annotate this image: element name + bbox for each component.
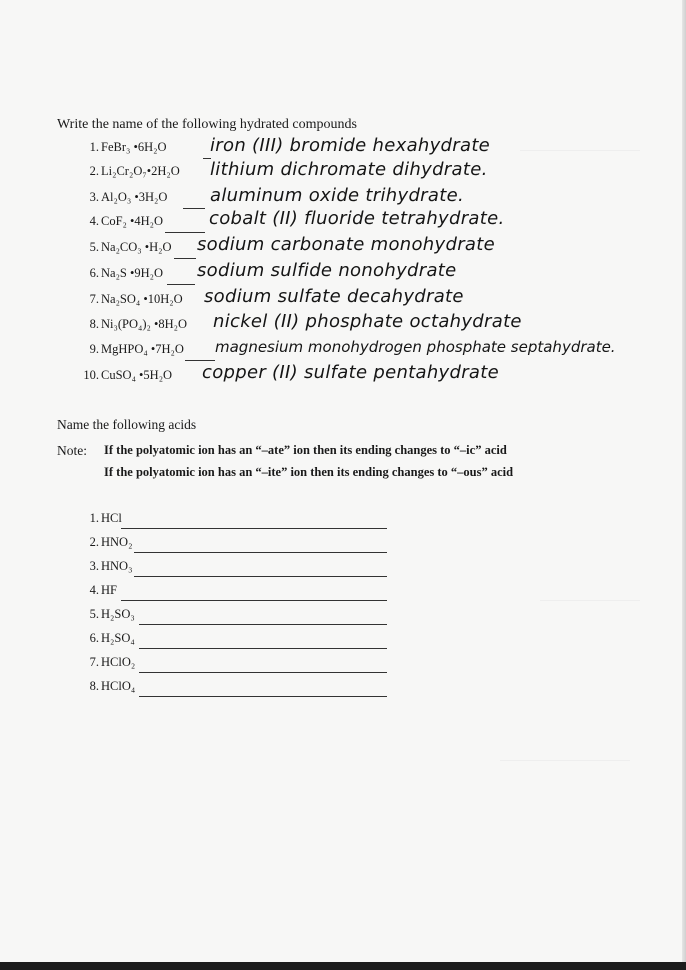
bleed-through-mark xyxy=(500,760,630,761)
handwritten-answer: nickel (II) phosphate octahydrate xyxy=(213,311,522,332)
item-number: 2. xyxy=(89,164,99,178)
item-number: 5. xyxy=(89,240,99,254)
answer-line xyxy=(121,600,387,601)
item-number: 6. xyxy=(89,631,99,645)
item-number: 4. xyxy=(89,214,99,228)
hydrate-formula: Na₂S •9H₂O xyxy=(101,266,164,280)
note-rule-ite: If the polyatomic ion has an “–ite” ion then its ending changes to “–ous” acid xyxy=(104,465,514,479)
note-label: Note: xyxy=(57,443,87,458)
answer-line xyxy=(121,528,387,529)
hydrate-formula: FeBr₃ •6H₂O xyxy=(101,140,167,154)
acid-formula: HClO₂ xyxy=(101,655,136,669)
answer-line xyxy=(134,552,387,553)
item-number: 1. xyxy=(89,511,99,525)
item-number: 6. xyxy=(89,266,99,280)
answer-line xyxy=(167,284,195,285)
handwritten-answer: aluminum oxide trihydrate. xyxy=(210,185,464,206)
acid-formula: HNO₃ xyxy=(101,559,133,573)
answer-line xyxy=(174,258,196,259)
hydrate-formula: Na₂SO₄ •10H₂O xyxy=(101,292,183,306)
hydrate-formula: Na₂CO₃ •H₂O xyxy=(101,240,172,254)
answer-line xyxy=(185,360,215,361)
page-edge-right xyxy=(682,0,686,970)
note-rule-ate: If the polyatomic ion has an “–ate” ion then its ending changes to “–ic” acid xyxy=(104,443,507,457)
acid-formula: HNO₂ xyxy=(101,535,133,549)
item-number: 8. xyxy=(89,317,99,331)
item-number: 3. xyxy=(89,190,99,204)
handwritten-answer: copper (II) sulfate pentahydrate xyxy=(202,362,499,383)
handwritten-answer: sodium sulfate decahydrate xyxy=(204,286,464,307)
answer-line xyxy=(139,624,387,625)
answer-line xyxy=(139,672,387,673)
acid-formula: HF xyxy=(101,583,117,597)
handwritten-answer: cobalt (II) fluoride tetrahydrate. xyxy=(209,208,505,229)
hydrate-formula: Li₂Cr₂O₇•2H₂O xyxy=(101,164,180,178)
answer-line xyxy=(139,696,387,697)
item-number: 7. xyxy=(89,292,99,306)
hydrate-formula: CoF₂ •4H₂O xyxy=(101,214,164,228)
acid-formula: HCl xyxy=(101,511,122,525)
answer-line xyxy=(183,208,205,209)
item-number: 1. xyxy=(89,140,99,154)
answer-line xyxy=(134,576,387,577)
item-number: 3. xyxy=(89,559,99,573)
bleed-through-mark xyxy=(540,600,640,601)
acid-formula: HClO₄ xyxy=(101,679,136,693)
item-number: 4. xyxy=(89,583,99,597)
acid-formula: H₂SO₃ xyxy=(101,607,135,621)
item-number: 9. xyxy=(89,342,99,356)
hydrate-formula: CuSO₄ •5H₂O xyxy=(101,368,173,382)
hydrate-formula: Ni₃(PO₄)₂ •8H₂O xyxy=(101,317,188,331)
hydrate-formula: MgHPO₄ •7H₂O xyxy=(101,342,184,356)
handwritten-answer: sodium sulfide nonohydrate xyxy=(197,260,457,281)
acid-formula: H₂SO₄ xyxy=(101,631,135,645)
handwritten-answer: magnesium monohydrogen phosphate septahydrate. xyxy=(215,338,616,356)
item-number: 8. xyxy=(89,679,99,693)
item-number: 7. xyxy=(89,655,99,669)
answer-line xyxy=(165,232,205,233)
handwritten-answer: iron (III) bromide hexahydrate xyxy=(210,135,491,156)
handwritten-answer: lithium dichromate dihydrate. xyxy=(210,159,488,180)
hydrates-heading: Write the name of the following hydrated compounds xyxy=(57,117,357,132)
item-number: 10. xyxy=(83,368,99,382)
acids-heading: Name the following acids xyxy=(57,417,197,432)
item-number: 2. xyxy=(89,535,99,549)
answer-line xyxy=(139,648,387,649)
item-number: 5. xyxy=(89,607,99,621)
bleed-through-mark xyxy=(520,150,640,151)
hydrate-formula: Al₂O₃ •3H₂O xyxy=(101,190,168,204)
handwritten-answer: sodium carbonate monohydrate xyxy=(197,234,495,255)
page-edge-bottom xyxy=(0,962,686,970)
